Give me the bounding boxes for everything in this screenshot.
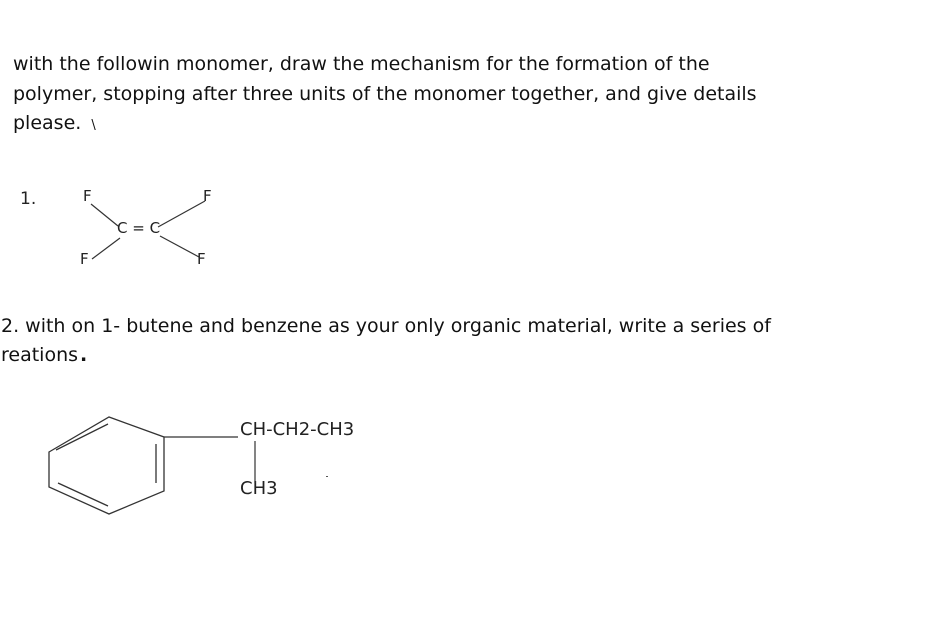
double-bond-label: C = C (117, 219, 161, 237)
question1-line2: polymer, stopping after three units of the monomer together, and give details (13, 83, 757, 105)
fluorine-bottom-left: F (80, 250, 89, 268)
benzene-outer-hexagon (49, 417, 164, 514)
question1-line1: with the followin monomer, draw the mechanism for the formation of the (13, 53, 710, 75)
stray-dot (326, 476, 328, 477)
question2-line1: 2. with on 1- butene and benzene as your only organic material, write a series of (1, 315, 771, 337)
chain-label: CH-CH2-CH3 (240, 419, 355, 440)
fluorine-top-left: F (83, 187, 92, 205)
fluorine-bottom-right: F (197, 250, 206, 268)
substituent-bonds (164, 437, 255, 483)
stray-mark: \ (91, 118, 96, 133)
bond-bottom-right (160, 236, 199, 257)
monomer-bonds (91, 201, 205, 259)
bond-bottom-left (92, 238, 120, 259)
monomer-number: 1. (20, 189, 37, 209)
bond-top-left (91, 204, 118, 226)
question2-line2-text: reations (1, 344, 79, 366)
bond-top-right (158, 201, 205, 227)
benzene-ring (49, 417, 164, 514)
fluorine-top-right: F (203, 187, 212, 205)
branch-label: CH3 (240, 478, 278, 499)
trailing-mark: . (80, 344, 88, 366)
question1-line3-text: please. (13, 112, 82, 134)
benzene-inner-bond-1 (56, 424, 108, 450)
